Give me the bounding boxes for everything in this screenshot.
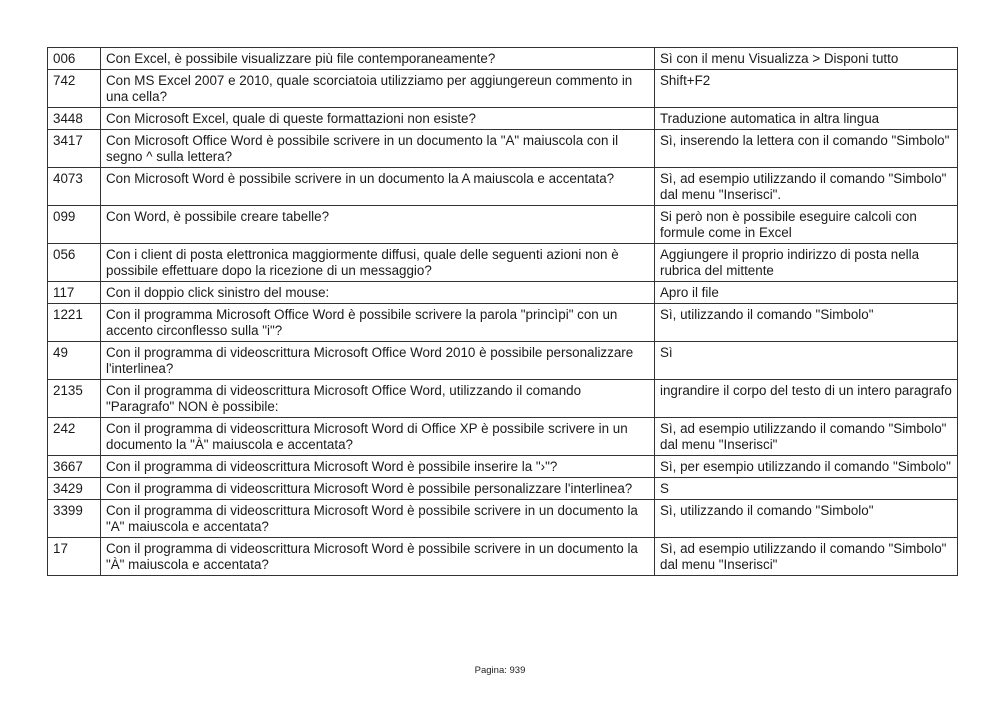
table-row: [48, 304, 958, 342]
answer-text-cell: Apro il file: [655, 282, 958, 304]
table-row: [48, 282, 958, 304]
question-text-cell: Con il programma di videoscrittura Microsoft Word è possibile inserire la "›"?: [101, 456, 655, 478]
question-id-cell: 49: [48, 342, 101, 380]
table-row: [48, 538, 958, 576]
answer-text-cell: Sì, utilizzando il comando "Simbolo": [655, 304, 958, 342]
answer-text-cell: Sì, utilizzando il comando "Simbolo": [655, 500, 958, 538]
question-id-cell: 742: [48, 70, 101, 108]
question-id-cell: 3399: [48, 500, 101, 538]
table-row: [48, 168, 958, 206]
question-id-cell: 4073: [48, 168, 101, 206]
question-text-cell: Con il programma Microsoft Office Word è possibile scrivere la parola "princìpi" con un accento circonflesso sulla "i"?: [101, 304, 655, 342]
question-id-cell: 117: [48, 282, 101, 304]
question-id-cell: 006: [48, 48, 101, 70]
answer-text-cell: Aggiungere il proprio indirizzo di posta nella rubrica del mittente: [655, 244, 958, 282]
question-id-cell: 242: [48, 418, 101, 456]
question-text-cell: Con il programma di videoscrittura Microsoft Word è possibile personalizzare l'interlinea?: [101, 478, 655, 500]
qa-table: [47, 47, 958, 576]
question-id-cell: 3667: [48, 456, 101, 478]
answer-text-cell: Traduzione automatica in altra lingua: [655, 108, 958, 130]
table-row: [48, 108, 958, 130]
question-id-cell: 056: [48, 244, 101, 282]
table-row: [48, 456, 958, 478]
question-text-cell: Con il programma di videoscrittura Microsoft Office Word 2010 è possibile personalizzare l'interlinea?: [101, 342, 655, 380]
table-row: [48, 342, 958, 380]
question-text-cell: Con Microsoft Word è possibile scrivere in un documento la A maiuscola e accentata?: [101, 168, 655, 206]
table-row: [48, 380, 958, 418]
question-text-cell: Con il doppio click sinistro del mouse:: [101, 282, 655, 304]
question-id-cell: 2135: [48, 380, 101, 418]
answer-text-cell: Si però non è possibile eseguire calcoli con formule come in Excel: [655, 206, 958, 244]
question-text-cell: Con il programma di videoscrittura Microsoft Word è possibile scrivere in un documento la "A" maiuscola e accentata?: [101, 500, 655, 538]
answer-text-cell: Sì con il menu Visualizza > Disponi tutto: [655, 48, 958, 70]
table-row: [48, 48, 958, 70]
answer-text-cell: Sì, ad esempio utilizzando il comando "Simbolo" dal menu "Inserisci": [655, 418, 958, 456]
question-text-cell: Con Microsoft Office Word è possibile scrivere in un documento la "A" maiuscola con il segno ^ sulla lettera?: [101, 130, 655, 168]
question-id-cell: 3448: [48, 108, 101, 130]
table-row: [48, 500, 958, 538]
question-id-cell: 3417: [48, 130, 101, 168]
question-text-cell: Con il programma di videoscrittura Microsoft Word è possibile scrivere in un documento la "À" maiuscola e accentata?: [101, 538, 655, 576]
question-text-cell: Con Excel, è possibile visualizzare più file contemporaneamente?: [101, 48, 655, 70]
table-row: [48, 70, 958, 108]
question-id-cell: 099: [48, 206, 101, 244]
page-number: Pagina: 939: [474, 665, 526, 676]
answer-text-cell: Sì, per esempio utilizzando il comando "Simbolo": [655, 456, 958, 478]
answer-text-cell: ingrandire il corpo del testo di un intero paragrafo: [655, 380, 958, 418]
answer-text-cell: Sì: [655, 342, 958, 380]
answer-text-cell: S: [655, 478, 958, 500]
question-text-cell: Con i client di posta elettronica maggiormente diffusi, quale delle seguenti azioni non è possibile effettuare dopo la ricezione di un messaggio?: [101, 244, 655, 282]
answer-text-cell: Sì, inserendo la lettera con il comando "Simbolo": [655, 130, 958, 168]
table-row: [48, 130, 958, 168]
table-row: [48, 244, 958, 282]
question-id-cell: 17: [48, 538, 101, 576]
answer-text-cell: Shift+F2: [655, 70, 958, 108]
qa-table-body: [48, 48, 958, 576]
question-text-cell: Con Word, è possibile creare tabelle?: [101, 206, 655, 244]
question-text-cell: Con Microsoft Excel, quale di queste formattazioni non esiste?: [101, 108, 655, 130]
table-row: [48, 478, 958, 500]
question-text-cell: Con MS Excel 2007 e 2010, quale scorciatoia utilizziamo per aggiungereun commento in una cella?: [101, 70, 655, 108]
question-text-cell: Con il programma di videoscrittura Microsoft Office Word, utilizzando il comando "Paragrafo" NON è possibile:: [101, 380, 655, 418]
table-row: [48, 418, 958, 456]
question-text-cell: Con il programma di videoscrittura Microsoft Word di Office XP è possibile scrivere in un documento la "À" maiuscola e accentata?: [101, 418, 655, 456]
answer-text-cell: Sì, ad esempio utilizzando il comando "Simbolo" dal menu "Inserisci".: [655, 168, 958, 206]
question-id-cell: 1221: [48, 304, 101, 342]
question-id-cell: 3429: [48, 478, 101, 500]
table-row: [48, 206, 958, 244]
answer-text-cell: Sì, ad esempio utilizzando il comando "Simbolo" dal menu "Inserisci": [655, 538, 958, 576]
